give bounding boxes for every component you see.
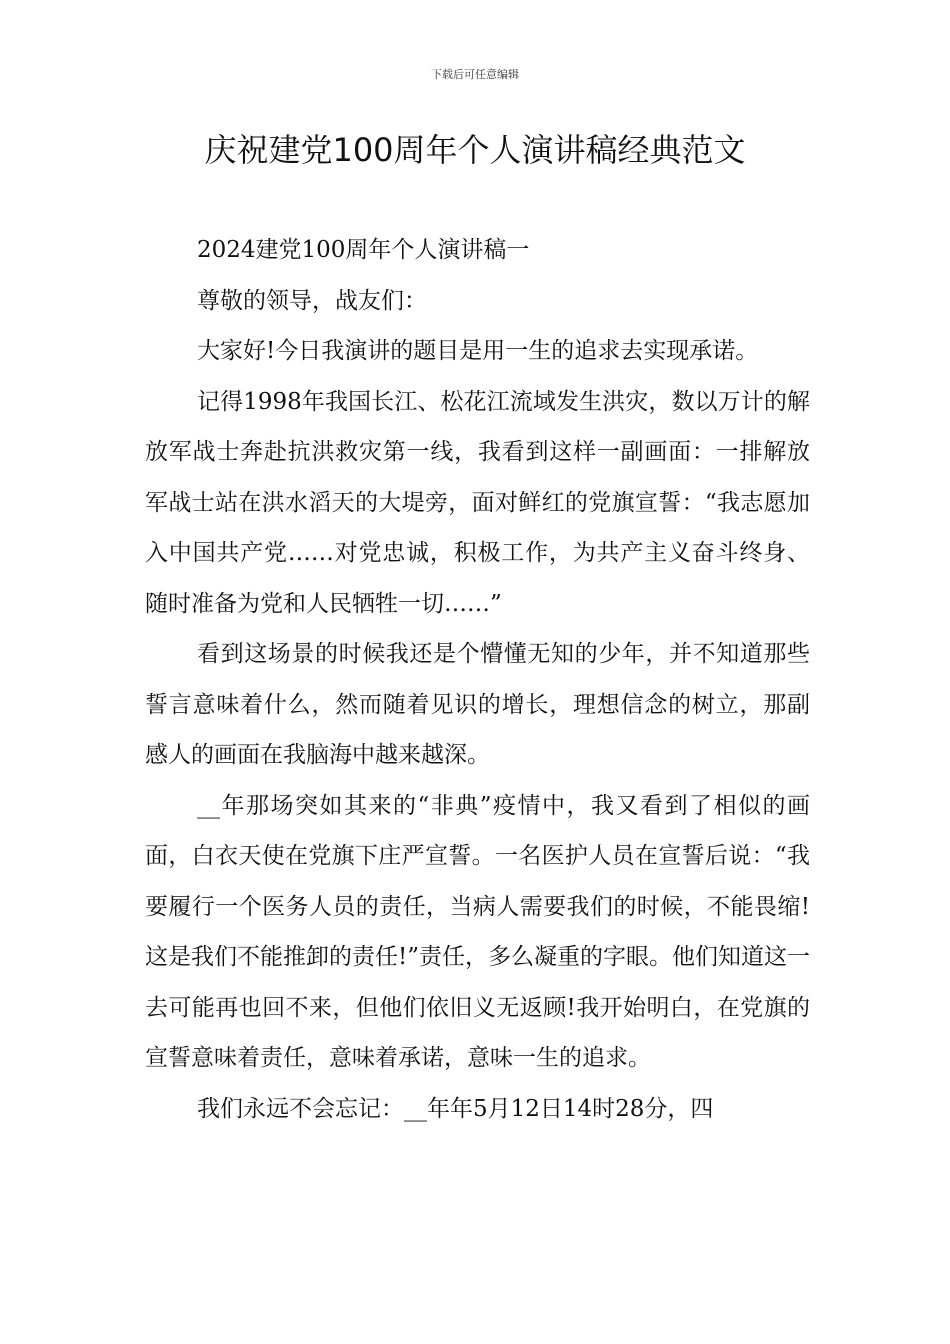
paragraph-earthquake: 我们永远不会忘记：__年年5月12日14时28分，四 bbox=[197, 1095, 714, 1122]
paragraph-greeting: 大家好!今日我演讲的题目是用一生的追求去实现承诺。 bbox=[197, 338, 759, 364]
paragraph-salutation: 尊敬的领导，战友们： bbox=[197, 287, 427, 314]
paragraph-1998-flood: 记得1998年我国长江、松花江流域发生洪灾，数以万计的解放军战士奔赴抗洪救灾第一线，我看到这样一副画面：一排解放军战士站在洪水滔天的大堤旁，面对鲜红的党旗宣誓：“我志愿加入中国共产党……对党忠诚，积极工作，为共产主义奋斗终身、随时准备为党和人民牺牲一切……” bbox=[145, 388, 810, 617]
document-title: 庆祝建党100周年个人演讲稿经典范文 bbox=[204, 131, 746, 169]
document-body bbox=[145, 225, 810, 1134]
paragraph-subtitle: 2024建党100周年个人演讲稿一 bbox=[197, 237, 530, 263]
paragraph-sars: __年那场突如其来的“非典”疫情中，我又看到了相似的画面，白衣天使在党旗下庄严宣誓。一名医护人员在宣誓后说：“我要履行一个医务人员的责任，当病人需要我们的时候，不能畏缩!这是我们不能推卸的责任!”责任，多么凝重的字眼。他们知道这一去可能再也回不来，但他们依旧义无返顾!我开始明白，在党旗的宣誓意味着责任，意味着承诺，意味一生的追求。 bbox=[145, 792, 811, 1071]
header-note: 下载后可任意编辑 bbox=[431, 68, 519, 81]
paragraph-memory: 看到这场景的时候我还是个懵懂无知的少年，并不知道那些誓言意味着什么，然而随着见识的增长，理想信念的树立，那副感人的画面在我脑海中越来越深。 bbox=[145, 641, 810, 768]
